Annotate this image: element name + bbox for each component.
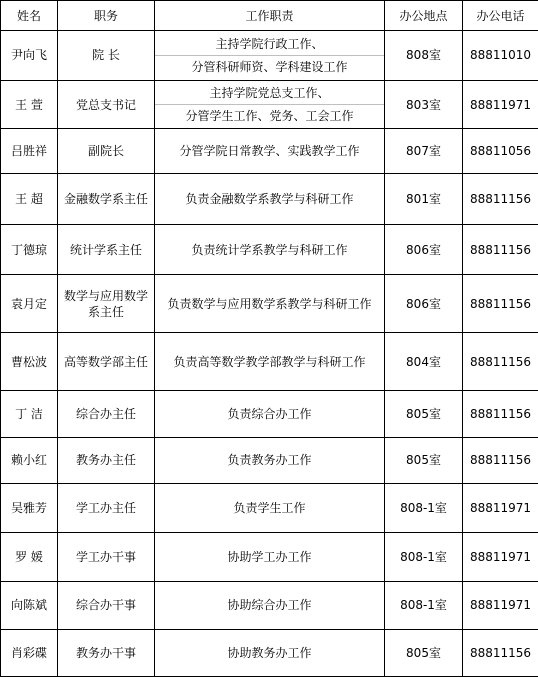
staff-position: 学工办干事 (58, 532, 155, 581)
staff-duties (155, 129, 385, 174)
staff-phone: 88811156 (463, 275, 538, 333)
staff-duties (155, 275, 385, 333)
table-row (1, 437, 538, 484)
duties-line: 负责教务办工作 (227, 453, 312, 468)
header-name: 姓名 (1, 1, 58, 31)
staff-phone: 88811156 (463, 390, 538, 437)
table-body (1, 31, 538, 677)
staff-phone: 88811971 (463, 80, 538, 129)
staff-duties (155, 224, 385, 275)
staff-office: 801室 (385, 173, 463, 224)
staff-phone: 88811971 (463, 532, 538, 581)
staff-name: 赖小红 (1, 437, 58, 484)
staff-position: 院 长 (58, 31, 155, 81)
staff-office: 806室 (385, 224, 463, 275)
staff-name: 袁月定 (1, 275, 58, 333)
staff-duties (155, 80, 385, 129)
staff-office: 807室 (385, 129, 463, 174)
duties-line: 协助教务办工作 (227, 646, 312, 661)
duties-line: 负责综合办工作 (227, 406, 312, 421)
table-row (1, 630, 538, 677)
duties-line: 负责统计学系教学与科研工作 (191, 242, 348, 257)
header-duties: 工作职责 (155, 1, 385, 31)
staff-office: 806室 (385, 275, 463, 333)
staff-duties (155, 484, 385, 533)
staff-office: 805室 (385, 390, 463, 437)
staff-office: 808-1室 (385, 532, 463, 581)
table-row (1, 581, 538, 630)
staff-name: 丁 洁 (1, 390, 58, 437)
table-row (1, 224, 538, 275)
header-position: 职务 (58, 1, 155, 31)
staff-position: 副院长 (58, 129, 155, 174)
staff-name: 吴雅芳 (1, 484, 58, 533)
staff-phone: 88811156 (463, 173, 538, 224)
duties-line: 负责金融数学系教学与科研工作 (185, 191, 354, 206)
staff-phone: 88811971 (463, 484, 538, 533)
staff-name: 罗 媛 (1, 532, 58, 581)
staff-office: 804室 (385, 333, 463, 391)
staff-position: 教务办主任 (58, 437, 155, 484)
duties-line: 负责数学与应用数学系教学与科研工作 (167, 296, 372, 311)
staff-office: 808-1室 (385, 581, 463, 630)
header-office: 办公地点 (385, 1, 463, 31)
staff-office: 808室 (385, 31, 463, 81)
duties-line: 主持学院行政工作、 (215, 36, 324, 51)
staff-position: 学工办主任 (58, 484, 155, 533)
staff-position: 综合办主任 (58, 390, 155, 437)
duties-line: 负责高等数学教学部教学与科研工作 (173, 354, 366, 369)
table-row (1, 80, 538, 129)
duties-line: 协助学工办工作 (227, 549, 312, 564)
table-row (1, 532, 538, 581)
staff-name: 肖彩碟 (1, 630, 58, 677)
staff-duties (155, 31, 385, 81)
staff-name: 尹向飞 (1, 31, 58, 81)
staff-phone: 88811156 (463, 333, 538, 391)
header-row (1, 1, 538, 31)
staff-phone: 88811156 (463, 437, 538, 484)
duties-line: 主持学院党总支工作、 (209, 86, 330, 101)
header-phone: 办公电话 (463, 1, 538, 31)
staff-duties (155, 630, 385, 677)
staff-phone: 88811971 (463, 581, 538, 630)
staff-phone: 88811156 (463, 224, 538, 275)
staff-duties (155, 333, 385, 391)
staff-name: 向陈斌 (1, 581, 58, 630)
staff-office: 805室 (385, 630, 463, 677)
staff-name: 吕胜祥 (1, 129, 58, 174)
staff-position: 金融数学系主任 (58, 173, 155, 224)
staff-duties (155, 532, 385, 581)
duties-line: 分管学生工作、党务、工会工作 (155, 104, 384, 127)
staff-duties (155, 173, 385, 224)
table-row (1, 129, 538, 174)
staff-duties (155, 437, 385, 484)
staff-name: 王 超 (1, 173, 58, 224)
staff-position: 高等数学部主任 (58, 333, 155, 391)
table-row (1, 31, 538, 81)
staff-duties (155, 390, 385, 437)
staff-position: 数学与应用数学系主任 (58, 275, 155, 333)
staff-position: 党总支书记 (58, 80, 155, 129)
duties-line: 协助综合办工作 (227, 598, 312, 613)
staff-phone: 88811010 (463, 31, 538, 81)
table-row (1, 333, 538, 391)
staff-office: 808-1室 (385, 484, 463, 533)
table-row (1, 390, 538, 437)
staff-phone: 88811056 (463, 129, 538, 174)
duties-line: 分管学院日常教学、实践教学工作 (179, 144, 360, 159)
staff-position: 综合办干事 (58, 581, 155, 630)
staff-position: 教务办干事 (58, 630, 155, 677)
staff-position: 统计学系主任 (58, 224, 155, 275)
staff-duties (155, 581, 385, 630)
duties-line: 分管科研师资、学科建设工作 (155, 55, 384, 78)
staff-name: 王 萱 (1, 80, 58, 129)
table-row (1, 484, 538, 533)
staff-office: 805室 (385, 437, 463, 484)
staff-phone: 88811156 (463, 630, 538, 677)
duties-line: 负责学生工作 (233, 501, 306, 516)
staff-name: 丁德琼 (1, 224, 58, 275)
table-row (1, 173, 538, 224)
staff-name: 曹松波 (1, 333, 58, 391)
staff-office: 803室 (385, 80, 463, 129)
table-row (1, 275, 538, 333)
